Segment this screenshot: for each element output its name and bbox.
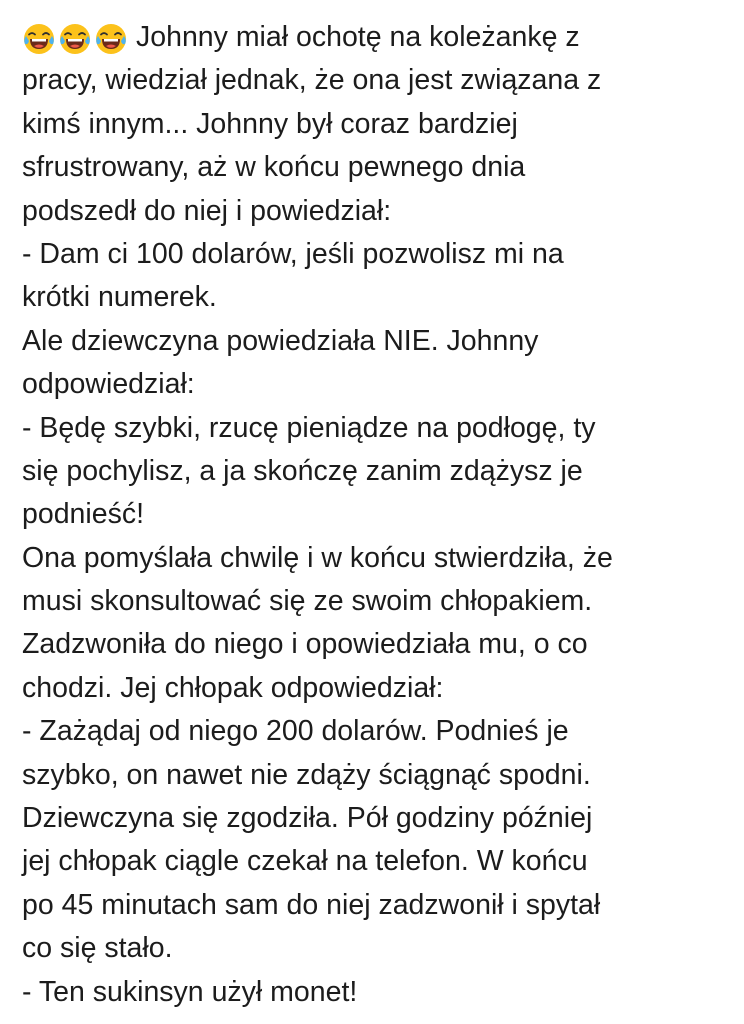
post-line: musi skonsultować się ze swoim chłopakiem. <box>22 585 593 618</box>
post-line: Zadzwoniła do niego i opowiedziała mu, o co <box>22 628 588 661</box>
post-line: po 45 minutach sam do niej zadzwonił i spytał <box>22 888 601 921</box>
post-line: odpowiedział: <box>22 368 195 401</box>
face-with-tears-of-joy-icon <box>58 22 92 56</box>
post-line: co się stało. <box>22 932 173 965</box>
post-line: Ale dziewczyna powiedziała NIE. Johnny <box>22 324 539 357</box>
post-line: jej chłopak ciągle czekał na telefon. W końcu <box>22 845 588 878</box>
post-line: szybko, on nawet nie zdąży ściągnąć spodni. <box>22 758 591 791</box>
post-line: kimś innym... Johnny był coraz bardziej <box>22 107 518 140</box>
post-line: sfrustrowany, aż w końcu pewnego dnia <box>22 151 526 184</box>
post-line: pracy, wiedział jednak, że ona jest związana z <box>22 64 602 97</box>
face-with-tears-of-joy-icon <box>22 22 56 56</box>
post-line: krótki numerek. <box>22 281 217 314</box>
post-line: chodzi. Jej chłopak odpowiedział: <box>22 671 444 704</box>
post-line: - Dam ci 100 dolarów, jeśli pozwolisz mi na <box>22 237 564 270</box>
post-line: podnieść! <box>22 498 145 531</box>
post-line <box>22 16 728 59</box>
post-line: - Ten sukinsyn użył monet! <box>22 975 358 1008</box>
post-line: - Zażądaj od niego 200 dolarów. Podnieś je <box>22 715 569 748</box>
post-line: się pochylisz, a ja skończę zanim zdążysz je <box>22 454 583 487</box>
post-text <box>22 16 728 1014</box>
post-line-text: Johnny miał ochotę na koleżankę z <box>136 21 580 53</box>
face-with-tears-of-joy-icon <box>94 22 128 56</box>
post-line: Dziewczyna się zgodziła. Pół godziny później <box>22 802 593 835</box>
post-line: Ona pomyślała chwilę i w końcu stwierdziła, że <box>22 541 613 574</box>
post-line: - Będę szybki, rzucę pieniądze na podłogę, ty <box>22 411 596 444</box>
post-line: podszedł do niej i powiedział: <box>22 194 392 227</box>
